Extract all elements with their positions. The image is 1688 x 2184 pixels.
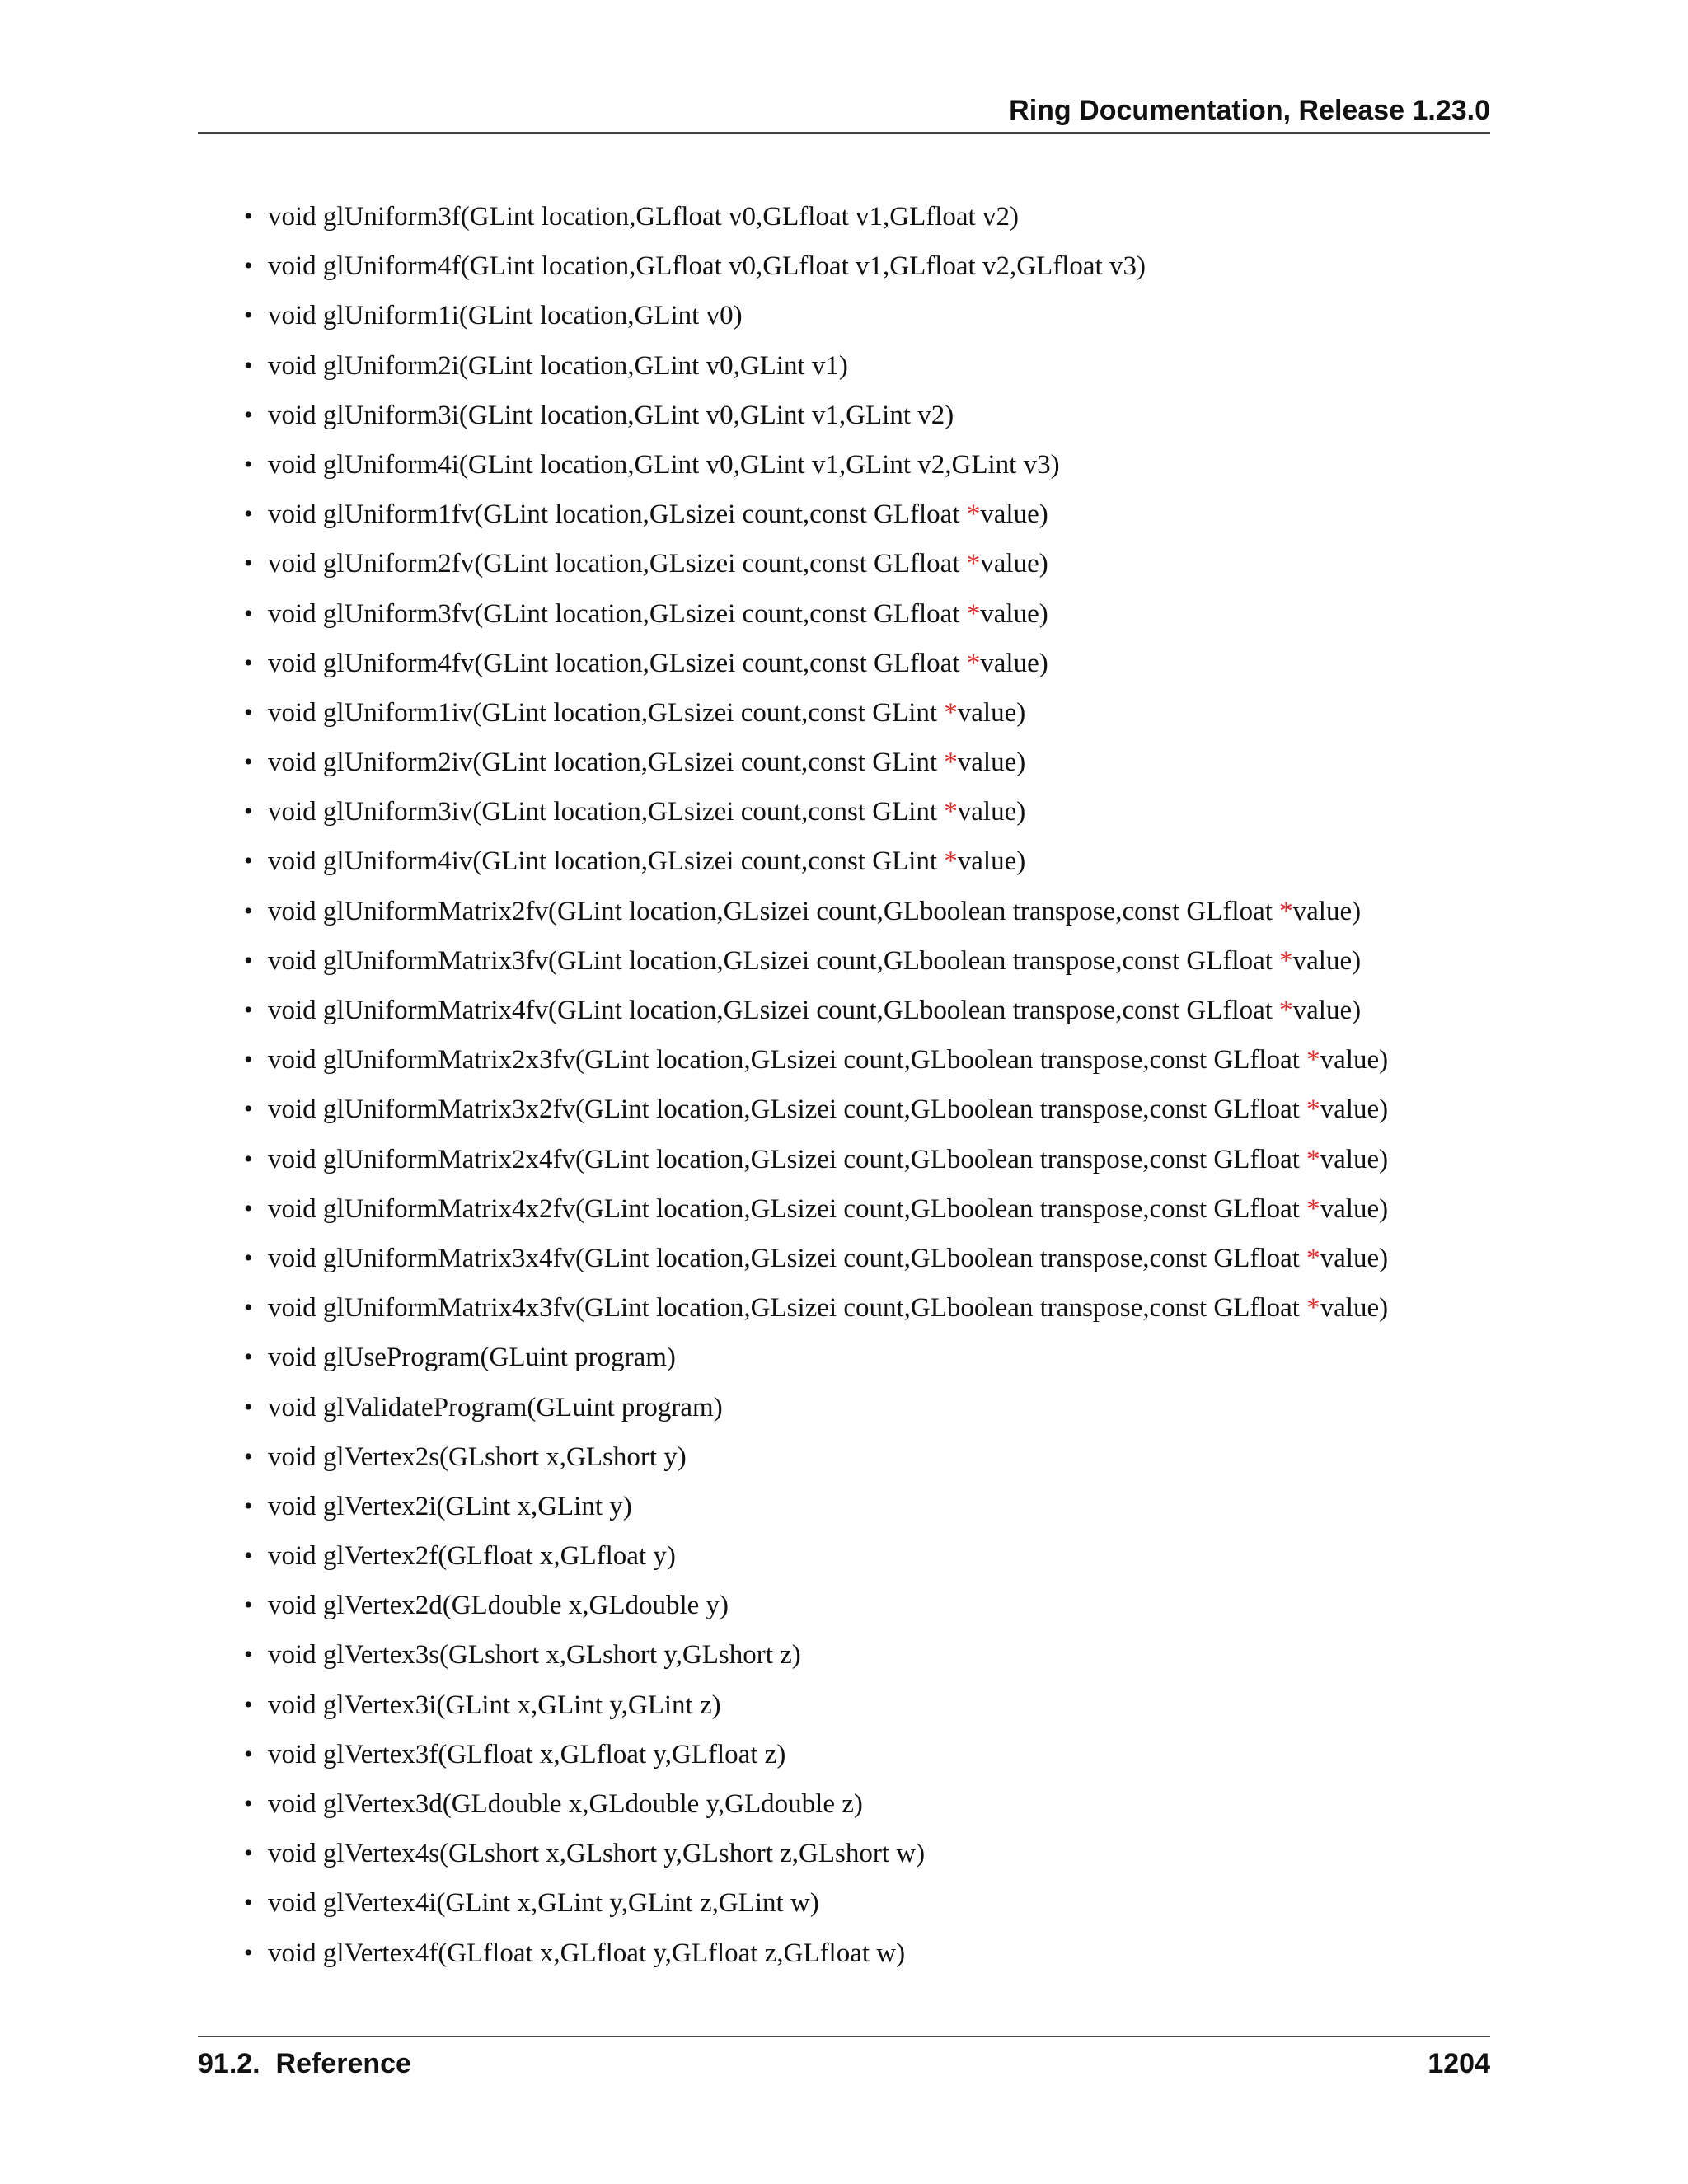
list-item [244,1383,1480,1432]
list-item [244,1730,1480,1779]
signature-text-tail: value) [1320,1094,1389,1125]
function-signature [268,837,1025,886]
list-item [244,1085,1480,1134]
bullet-icon: • [244,1542,253,1570]
bullet-icon: • [244,1294,253,1322]
signature-text: void glUniformMatrix3fv(GLint location,GLsizei count,GLboolean transpose,const GLfloat [268,945,1280,976]
bullet-icon: • [244,450,253,478]
pointer-star: * [966,499,981,530]
list-item [244,1482,1480,1531]
pointer-star: * [966,648,981,678]
signature-text: void glUniformMatrix3x4fv(GLint location,GLsizei count,GLboolean transpose,const GLfloat [268,1243,1307,1273]
signature-text: void glUniform3iv(GLint location,GLsizei count,const GLint [268,797,945,827]
function-signature [268,589,1048,639]
page-footer [198,2036,1490,2083]
function-signature [268,738,1025,787]
bullet-icon: • [244,698,253,726]
list-item [244,887,1480,936]
page-number: 1204 [1428,2048,1490,2079]
function-signature [268,639,1048,688]
function-signature [268,1482,632,1531]
bullet-icon: • [244,1790,253,1817]
bullet-icon: • [244,1343,253,1371]
list-item [244,1184,1480,1234]
list-item [244,1035,1480,1085]
list-item [244,1779,1480,1829]
pointer-star: * [944,748,958,778]
bullet-icon: • [244,1740,253,1768]
bullet-icon: • [244,1095,253,1123]
bullet-icon: • [244,1840,253,1868]
signature-text-tail: value) [957,846,1026,877]
bullet-icon: • [244,1393,253,1421]
signature-text-tail: value) [1320,1193,1389,1224]
signature-text: void glUniform2i(GLint location,GLint v0,GLint v1) [268,350,848,381]
function-signature [268,1283,1388,1333]
bullet-icon: • [244,1591,253,1619]
signature-text-tail: value) [980,648,1048,678]
signature-text: void glUseProgram(GLuint program) [268,1343,676,1373]
list-item [244,341,1480,391]
list-item [244,291,1480,340]
function-signature [268,1829,925,1878]
list-item [244,688,1480,738]
list-item [244,391,1480,440]
function-signature [268,936,1361,986]
function-signature [268,490,1048,539]
bullet-icon: • [244,1442,253,1470]
list-item [244,589,1480,639]
list-item [244,490,1480,539]
bullet-icon: • [244,302,253,330]
list-item [244,1630,1480,1680]
function-signature [268,1383,723,1432]
function-signature [268,391,954,440]
bullet-icon: • [244,1046,253,1074]
signature-text-tail: value) [980,549,1048,579]
pointer-star: * [1306,1293,1320,1324]
pointer-star: * [1279,896,1293,926]
pointer-star: * [1306,1193,1320,1224]
signature-text: void glValidateProgram(GLuint program) [268,1392,723,1422]
function-signature [268,241,1146,291]
bullet-icon: • [244,946,253,974]
signature-text: void glUniformMatrix2x4fv(GLint location,GLsizei count,GLboolean transpose,const GLfloat [268,1144,1307,1174]
list-item [244,639,1480,688]
function-signature [268,192,1019,241]
function-signature [268,1680,721,1730]
signature-text-tail: value) [1292,945,1362,976]
pointer-star: * [944,797,958,827]
signature-text-tail: value) [957,697,1026,728]
list-item [244,936,1480,986]
signature-text: void glUniformMatrix3x2fv(GLint location,GLsizei count,GLboolean transpose,const GLfloat [268,1094,1307,1125]
function-signature [268,1432,687,1482]
pointer-star: * [1279,945,1293,976]
function-signature [268,787,1025,837]
signature-text: void glUniformMatrix4x3fv(GLint location,GLsizei count,GLboolean transpose,const GLfloat [268,1293,1307,1324]
signature-text-tail: value) [957,748,1026,778]
list-item [244,1283,1480,1333]
list-item [244,986,1480,1035]
function-signature [268,1581,729,1630]
list-item [244,539,1480,588]
signature-text: void glUniform3i(GLint location,GLint v0,GLint v1,GLint v2) [268,400,954,430]
signature-text: void glUniform4fv(GLint location,GLsizei count,const GLfloat [268,648,967,678]
pointer-star: * [1306,1045,1320,1076]
signature-text: void glUniform1iv(GLint location,GLsizei count,const GLint [268,697,945,728]
signature-text: void glVertex3d(GLdouble x,GLdouble y,GLdouble z) [268,1789,863,1819]
list-item [244,1135,1480,1184]
signature-text: void glVertex2f(GLfloat x,GLfloat y) [268,1541,676,1572]
signature-text: void glUniform3f(GLint location,GLfloat v0,GLfloat v1,GLfloat v2) [268,202,1019,232]
signature-text: void glVertex4f(GLfloat x,GLfloat y,GLfloat z,GLfloat w) [268,1938,906,1968]
document-title: Ring Documentation, Release 1.23.0 [1009,95,1490,126]
bullet-icon: • [244,1641,253,1669]
list-item [244,1581,1480,1630]
section-label: 91.2. Reference [198,2048,411,2079]
signature-text: void glUniform4iv(GLint location,GLsizei count,const GLint [268,846,945,877]
bullet-icon: • [244,1145,253,1173]
list-item [244,1333,1480,1382]
function-signature [268,1234,1388,1283]
function-signature [268,1630,801,1680]
function-signature [268,341,848,391]
bullet-icon: • [244,1889,253,1917]
bullet-icon: • [244,748,253,776]
signature-text: void glVertex3i(GLint x,GLint y,GLint z) [268,1690,721,1720]
signature-text: void glUniformMatrix2fv(GLint location,GLsizei count,GLboolean transpose,const GLfloat [268,896,1280,926]
signature-text: void glVertex2i(GLint x,GLint y) [268,1491,632,1521]
bullet-icon: • [244,550,253,578]
list-item [244,1680,1480,1730]
pointer-star: * [1306,1144,1320,1174]
bullet-icon: • [244,847,253,875]
bullet-icon: • [244,351,253,379]
signature-text-tail: value) [1320,1243,1389,1273]
function-signature [268,440,1060,490]
list-item [244,1929,1480,1978]
signature-text-tail: value) [957,797,1026,827]
signature-text-tail: value) [1292,996,1362,1025]
bullet-icon: • [244,798,253,826]
pointer-star: * [1306,1094,1320,1125]
signature-text: void glUniform2fv(GLint location,GLsizei count,const GLfloat [268,549,967,579]
function-signature [268,688,1025,738]
list-item [244,241,1480,291]
bullet-icon: • [244,1194,253,1222]
function-signature [268,986,1361,1035]
bullet-icon: • [244,897,253,925]
page-header [198,92,1490,134]
function-signature [268,1730,785,1779]
signature-text-tail: value) [1320,1045,1389,1076]
signature-text: void glUniform4f(GLint location,GLfloat v0,GLfloat v1,GLfloat v2,GLfloat v3) [268,251,1146,282]
pointer-star: * [966,598,981,629]
list-item [244,1531,1480,1581]
list-item [244,787,1480,837]
list-item [244,837,1480,886]
function-signature [268,1184,1388,1234]
signature-text: void glUniform1i(GLint location,GLint v0) [268,301,743,331]
list-item [244,1829,1480,1878]
bullet-icon: • [244,649,253,677]
bullet-icon: • [244,1244,253,1272]
function-signature [268,1333,676,1382]
signature-text: void glUniform2iv(GLint location,GLsizei count,const GLint [268,748,945,778]
pointer-star: * [1306,1243,1320,1273]
signature-text: void glUniformMatrix4x2fv(GLint location,GLsizei count,GLboolean transpose,const GLfloat [268,1193,1307,1224]
pointer-star: * [1279,996,1293,1025]
bullet-icon: • [244,996,253,1024]
signature-text: void glVertex3f(GLfloat x,GLfloat y,GLfloat z) [268,1739,786,1769]
signature-text: void glVertex4i(GLint x,GLint y,GLint z,GLint w) [268,1888,819,1919]
signature-text: void glUniform3fv(GLint location,GLsizei count,const GLfloat [268,598,967,629]
bullet-icon: • [244,1938,253,1966]
signature-text: void glVertex3s(GLshort x,GLshort y,GLshort z) [268,1640,801,1671]
signature-text-tail: value) [980,598,1048,629]
signature-text-tail: value) [980,499,1048,530]
bullet-icon: • [244,1492,253,1520]
signature-text-tail: value) [1292,896,1362,926]
signature-text: void glUniformMatrix2x3fv(GLint location,GLsizei count,GLboolean transpose,const GLfloat [268,1045,1307,1076]
signature-text: void glVertex2s(GLshort x,GLshort y) [268,1441,687,1472]
pointer-star: * [944,697,958,728]
signature-text-tail: value) [1320,1293,1389,1324]
function-signature [268,1135,1388,1184]
bullet-icon: • [244,401,253,429]
bullet-icon: • [244,1690,253,1718]
function-signature [268,291,743,340]
signature-text: void glVertex4s(GLshort x,GLshort y,GLshort z,GLshort w) [268,1839,926,1869]
list-item [244,192,1480,241]
list-item [244,1432,1480,1482]
bullet-icon: • [244,500,253,528]
function-signature [268,1085,1388,1134]
pointer-star: * [944,846,958,877]
bullet-icon: • [244,599,253,627]
list-item [244,1234,1480,1283]
signature-text-tail: value) [1320,1144,1389,1174]
bullet-icon: • [244,252,253,280]
signature-text: void glVertex2d(GLdouble x,GLdouble y) [268,1591,729,1621]
list-item [244,440,1480,490]
function-signature [268,1779,863,1829]
list-item [244,738,1480,787]
function-signature [268,1531,676,1581]
function-signature [268,1878,819,1928]
function-signature-list [244,192,1480,1978]
list-item [244,1878,1480,1928]
signature-text: void glUniformMatrix4fv(GLint location,GLsizei count,GLboolean transpose,const GLfloat [268,996,1280,1025]
function-signature [268,1929,905,1978]
function-signature [268,887,1361,936]
pointer-star: * [966,549,981,579]
function-signature [268,1035,1388,1085]
signature-text: void glUniform1fv(GLint location,GLsizei count,const GLfloat [268,499,967,530]
bullet-icon: • [244,203,253,230]
function-signature [268,539,1048,588]
signature-text: void glUniform4i(GLint location,GLint v0,GLint v1,GLint v2,GLint v3) [268,449,1060,480]
